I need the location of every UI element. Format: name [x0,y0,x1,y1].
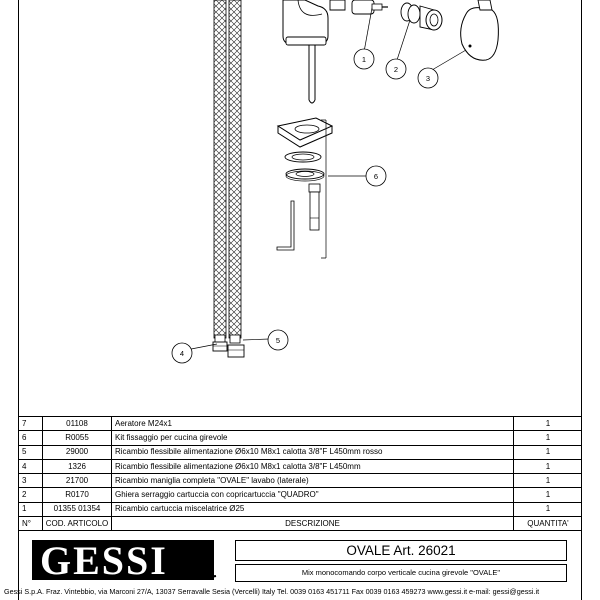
gessi-logo [18,540,218,584]
callout-5 [268,330,288,350]
table-row: 7 01108 Aeratore M24x1 1 [18,417,582,431]
svg-text:4: 4 [179,349,185,358]
callout-3 [418,68,438,88]
table-header-row: N° COD. ARTICOLO DESCRIZIONE QUANTITA' [18,517,582,531]
callout-1 [354,49,374,69]
product-subtitle: Mix monocomando corpo verticale cucina girevole "OVALE" [235,564,567,582]
callout-6 [366,166,386,186]
table-row: 3 21700 Ricambio maniglia completa "OVALE" lavabo (laterale) 1 [18,474,582,488]
table-row: 1 01355 01354 Ricambio cartuccia miscelatrice Ø25 1 [18,502,582,516]
table-row: 2 R0170 Ghiera serraggio cartuccia con copricartuccia "QUADRO" 1 [18,488,582,502]
parts-table [18,416,582,531]
table-row: 6 R0055 Kit fissaggio per cucina girevole 1 [18,431,582,445]
svg-text:2: 2 [393,65,399,74]
svg-text:GESSI: GESSI [40,540,168,583]
product-title: OVALE Art. 26021 [235,540,567,561]
company-footer: Gessi S.p.A. Fraz. Vintebbio, via Marconi 27/A, 13037 Serravalle Sesia (Vercelli) Italy Tel. 0039 0163 451711 Fax 0039 0163 459273 www.gessi.it e-mail: gessi@gessi.it [4,587,540,596]
cartridge-part [352,0,388,14]
table-row: 4 1326 Ricambio flessibile alimentazione Ø6x10 M8x1 calotta 3/8"F L450mm 1 [18,459,582,473]
fixing-kit-part [277,118,332,250]
flexible-hoses [213,0,244,357]
callout-4 [172,343,192,363]
ring-nut-part [401,3,442,30]
callout-2 [386,59,406,79]
svg-text:3: 3 [425,74,431,83]
faucet-body [283,0,345,103]
svg-text:6: 6 [373,172,379,181]
table-row: 5 29000 Ricambio flessibile alimentazione Ø6x10 M8x1 calotta 3/8"F L450mm rosso 1 [18,445,582,459]
svg-text:1: 1 [361,55,367,64]
svg-text:5: 5 [275,336,281,345]
handle-part [461,0,499,60]
